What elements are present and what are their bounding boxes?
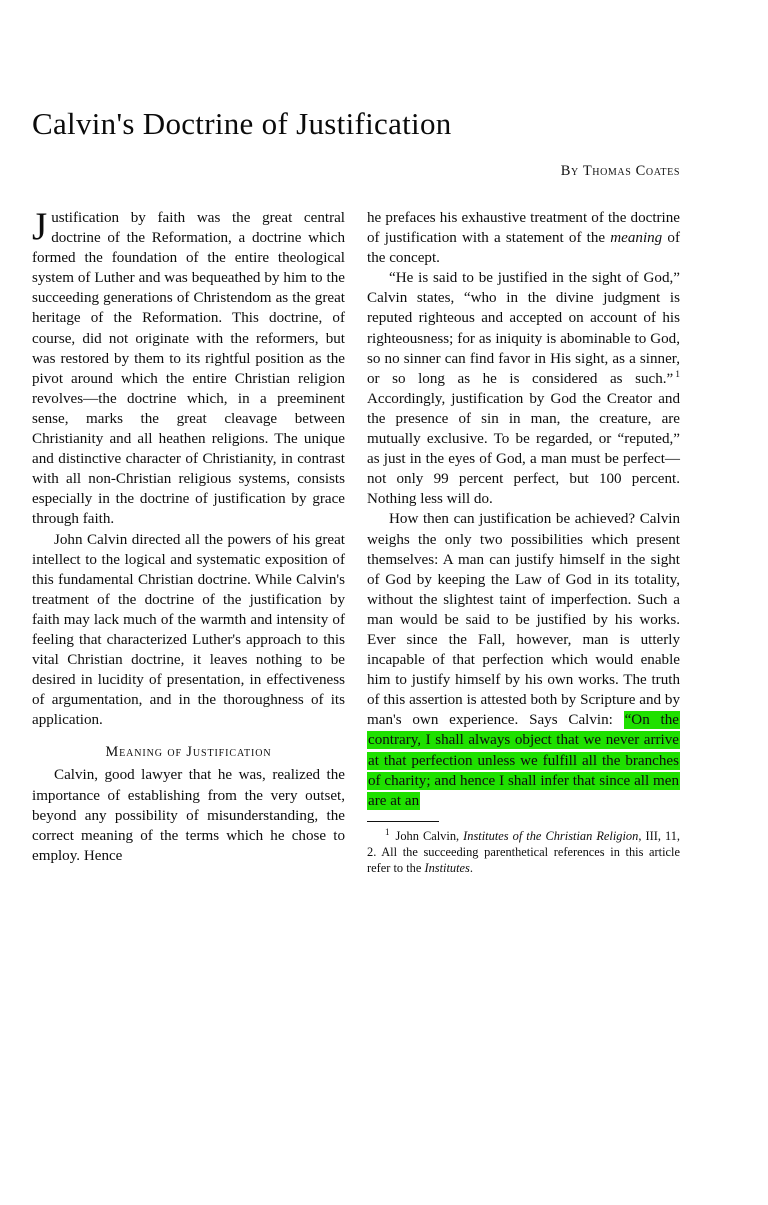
paragraph-right-2-part-b: Accordingly, justification by God the Creator and the presence of sin in man, the creature, are mutually exclusive. To be regarded, or “reputed,” as just in the eyes of God, a man must be perfect—not only 99 percent perfect, but 100 percent. Nothing less will do. bbox=[367, 390, 680, 508]
footnote-section bbox=[367, 821, 680, 876]
section-heading-meaning-of-justification: Meaning of Justification bbox=[105, 744, 272, 761]
paragraph-right-2-part-a: “He is said to be justified in the sight of God,” Calvin states, “who in the divine judgment is reputed righteous and accepted on account of his righteousness; for as iniquity is abominable to God, so no sinner can find favor in His sight, as a sinner, or so long as he is considered as such.” bbox=[367, 270, 680, 387]
footnote-marker: 1 bbox=[385, 827, 390, 838]
paragraph-left-1 bbox=[32, 205, 345, 530]
paragraph-right-2 bbox=[367, 268, 680, 509]
drop-cap: J bbox=[32, 205, 48, 248]
footnote-text-c: . bbox=[469, 860, 473, 875]
paragraph-right-3 bbox=[367, 509, 680, 810]
footnote-reference-1[interactable]: 1 bbox=[675, 369, 680, 380]
paragraph-left-3: Calvin, good lawyer that he was, realized the importance of establishing from the very outset, beyond any possibility of misunderstanding, the correct meaning of the terms which he chose to employ. Hence bbox=[32, 767, 345, 864]
title-block bbox=[32, 108, 680, 180]
paragraph-right-3-plain: How then can justification be achieved? Calvin weighs the only two possibilities which present themselves: A man can justify himself in the sight of God by keeping the Law of God in its totality, without the slightest taint of imperfection. Such a man would be said to be justified by his works. Ever since the Fall, however, man is utterly incapable of that perfection which would enable him to justify himself by his own works. The truth of this assertion is attested both by Scripture and by man's own experience. Says Calvin: bbox=[367, 511, 680, 729]
footnote-separator-rule bbox=[367, 821, 439, 823]
highlighted-quote: “On the contrary, I shall always object that we never arrive at that perfection unless we fulfill all the branches of charity; and hence I shall infer that since all men are at an bbox=[368, 712, 679, 809]
paragraph-right-1-part-a: he prefaces his exhaustive treatment of the doctrine of justification with a statement of the bbox=[367, 210, 680, 247]
footnote-text-b: , III, 11, 2. All the succeeding parenthetical references in this article refer to the bbox=[367, 829, 680, 875]
paragraph-right-1 bbox=[367, 208, 680, 268]
article-columns bbox=[32, 205, 680, 1088]
footnote-italic-institutes-short: Institutes bbox=[424, 860, 470, 875]
right-column bbox=[367, 208, 680, 876]
byline-author: Thomas Coates bbox=[582, 162, 680, 179]
emphasis-meaning: meaning bbox=[610, 230, 663, 247]
byline bbox=[32, 163, 680, 180]
footnote-1 bbox=[367, 829, 680, 876]
paragraph-right-1-part-b: of the concept. bbox=[367, 230, 680, 267]
paragraph-left-2: John Calvin directed all the powers of his great intellect to the logical and systematic exposition of this fundamental Christian doctrine. While Calvin's treatment of the doctrine of the justification by faith may lack much of the warmth and intensity of feeling that characterized Luther's approach to this vital Christian doctrine, it leaves nothing to be desired in lucidity of presentation, in effectiveness of argumentation, and in the thoroughness of its application. bbox=[32, 531, 345, 729]
page-title: Calvin's Doctrine of Justification bbox=[32, 106, 452, 141]
footnote-italic-institutes-full: Institutes of the Christian Religion bbox=[463, 829, 639, 844]
byline-prefix: By bbox=[560, 162, 579, 179]
footnote-text-a: John Calvin, bbox=[391, 829, 464, 844]
left-column bbox=[32, 205, 345, 866]
paragraph-left-1-text: ustification by faith was the great central doctrine of the Reformation, a doctrine which formed the foundation of the entire theological system of Luther and was bequeathed by him to the succeeding generations of Christendom as the great heritage of the Reformation. This doctrine, of course, did not originate with the reformers, but was restored by them to its rightful position as the pivot around which the entire Christian religion revolves—the doctrine which, in a preeminent sense, marks the great cleavage between Christianity and all heathen religions. The unique and distinctive character of Christianity, in contrast with all non-Christian religious systems, consists especially in the doctrine of justification by grace through faith. bbox=[32, 210, 345, 528]
